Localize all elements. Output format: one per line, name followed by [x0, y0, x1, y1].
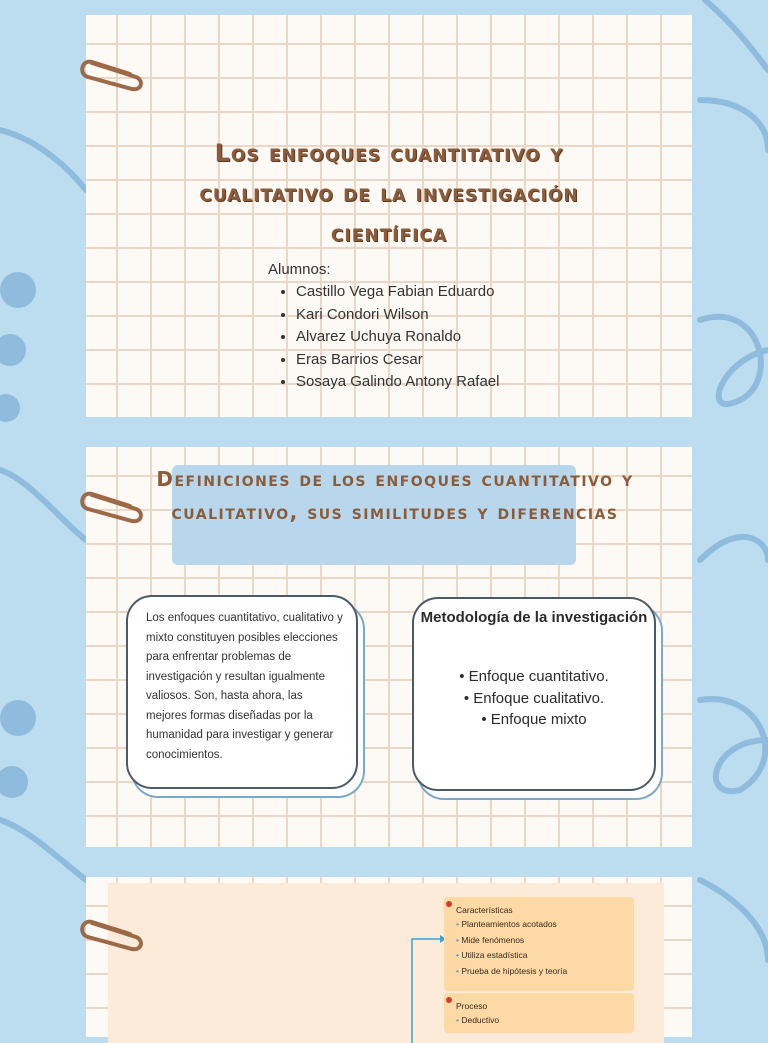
- methodology-title: Metodología de la investigación: [420, 609, 648, 626]
- student-item: • Sosaya Galindo Antony Rafael: [296, 371, 499, 394]
- approaches-list: [414, 666, 654, 731]
- definition-text: Los enfoques cuantitativo, cualitativo y mixto constituyen posibles elecciones para enfrentar problemas de investigación y resultan igualmente valiosos. Son, hasta ahora, las mejores formas diseñadas por la humanidad para investigar y generar conocimientos.: [146, 612, 343, 761]
- marker-icon: [446, 997, 452, 1003]
- process-title: Proceso: [456, 1001, 488, 1011]
- definition-card: [126, 595, 358, 789]
- slide-title: [86, 15, 692, 417]
- characteristics-list: [444, 917, 634, 979]
- approach-item: • Enfoque mixto: [414, 709, 654, 731]
- students-list: [268, 281, 499, 394]
- section-title: Definiciones de los enfoques cuantitativo y cualitativo, sus similitudes y diferencias: [156, 467, 634, 524]
- slide-diagram: [86, 877, 692, 1037]
- paperclip-icon: [74, 53, 154, 93]
- process-item: • Deductivo: [456, 1013, 634, 1029]
- characteristic-item: • Utiliza estadística: [456, 948, 634, 964]
- page-title: Los enfoques cuantitativo y cualitativo de la investigación científica: [199, 139, 579, 247]
- diagram-panel: [108, 883, 664, 1043]
- approach-item: • Enfoque cuantitativo.: [414, 666, 654, 688]
- student-item: • Kari Condori Wilson: [296, 304, 499, 327]
- approach-item: • Enfoque cualitativo.: [414, 688, 654, 710]
- characteristic-item: • Planteamientos acotados: [456, 917, 634, 933]
- process-box: [444, 993, 634, 1033]
- slide-definitions: [86, 447, 692, 847]
- connector-arrow-icon: [408, 923, 448, 1043]
- process-list: [444, 1013, 634, 1029]
- student-item: • Alvarez Uchuya Ronaldo: [296, 326, 499, 349]
- marker-icon: [446, 901, 452, 907]
- characteristic-item: • Mide fenómenos: [456, 933, 634, 949]
- methodology-card: [412, 597, 656, 791]
- characteristics-title: Características: [456, 905, 513, 915]
- student-item: • Eras Barrios Cesar: [296, 349, 499, 372]
- paperclip-icon: [74, 913, 154, 953]
- characteristic-item: • Prueba de hipótesis y teoría: [456, 964, 634, 980]
- students-label: Alumnos:: [268, 261, 331, 278]
- student-item: • Castillo Vega Fabian Eduardo: [296, 281, 499, 304]
- characteristics-box: [444, 897, 634, 991]
- students-block: [268, 259, 499, 394]
